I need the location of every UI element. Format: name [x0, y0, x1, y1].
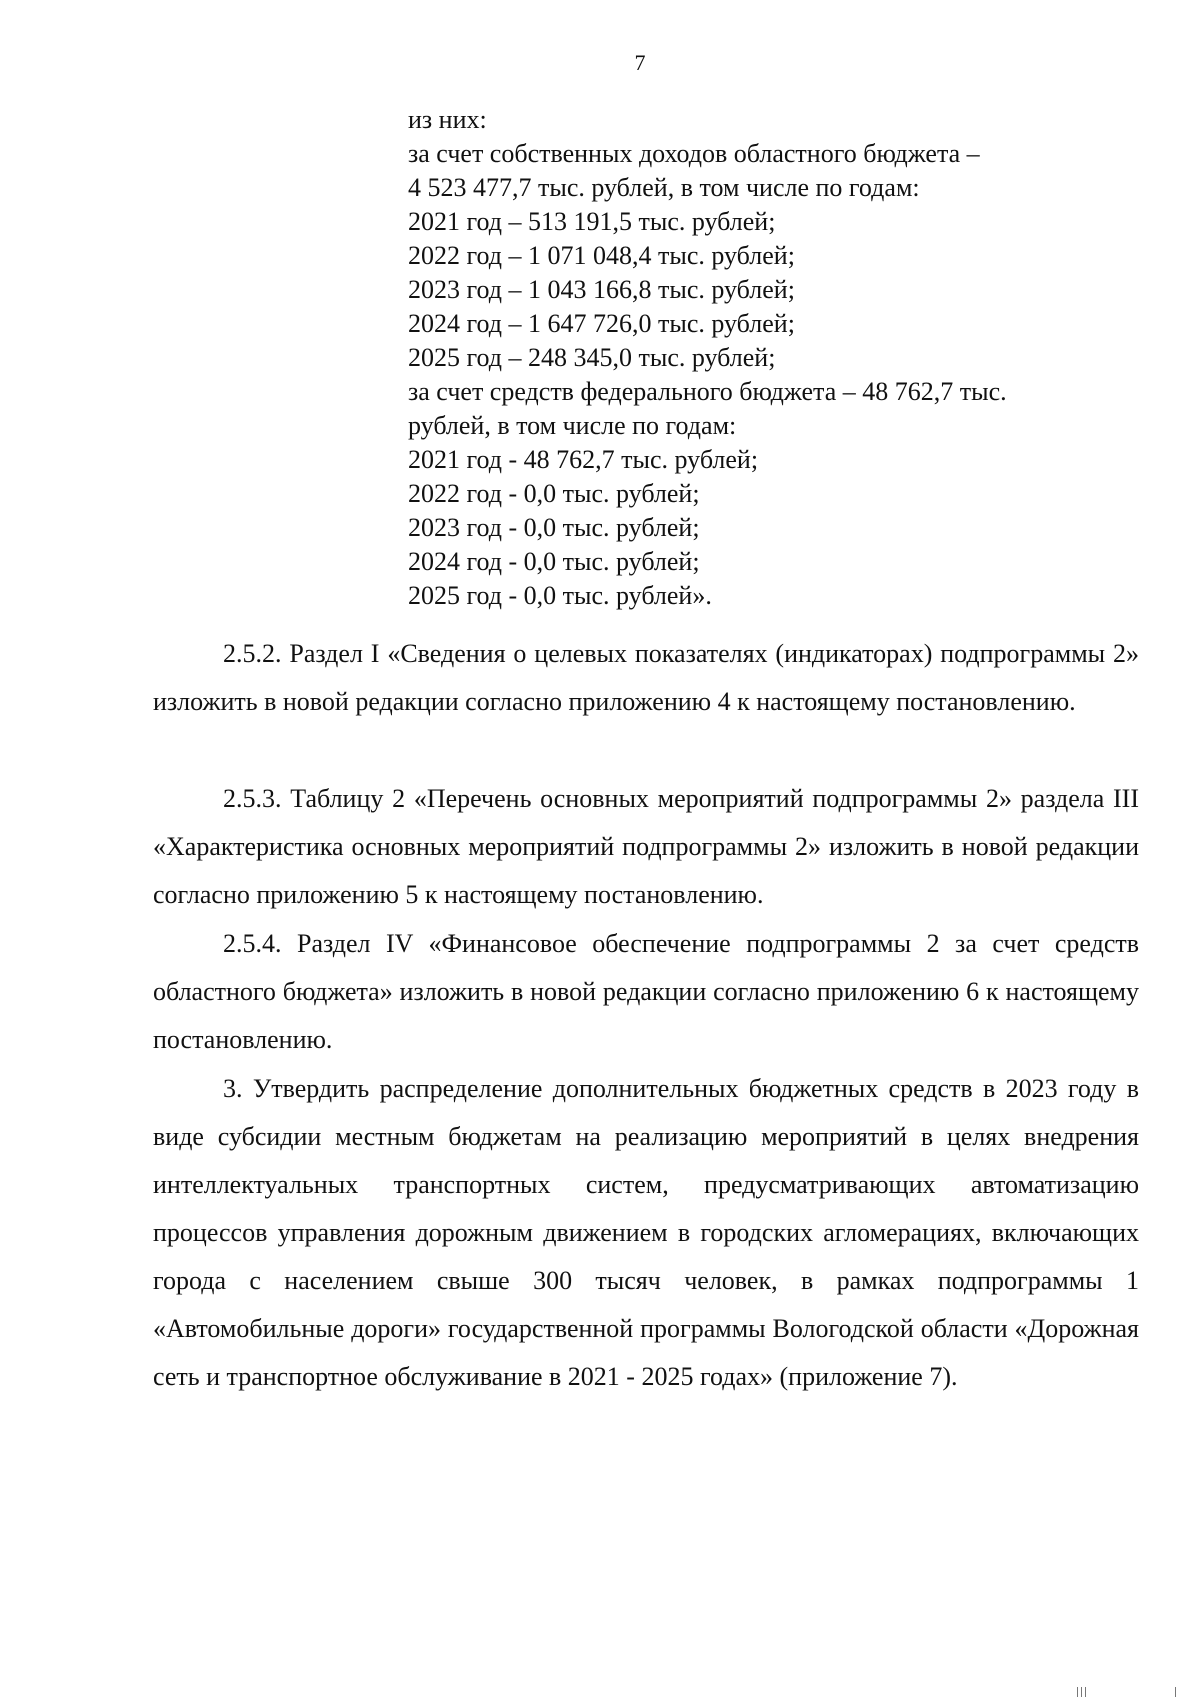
paragraph-3: 3. Утвердить распределение дополнительных бюджетных средств в 2023 году в виде субсидии местным бюджетам на реализацию мероприятий в целях внедрения интеллектуальных транспортных систем, предусматривающих автоматизацию процессов управления дорожным движением в городских агломерациях, включающих города с населением свыше 300 тысяч человек, в рамках подпрограммы 1 «Автомобильные дороги» государственной программы Вологодской области «Дорожная сеть и транспортное обслуживание в 2021 - 2025 годах» (приложение 7). — [153, 1074, 1139, 1391]
paragraph-2-5-4: 2.5.4. Раздел IV «Финансовое обеспечение подпрограммы 2 за счет средств областного бюджета» изложить в новой редакции согласно приложению 6 к настоящему постановлению. — [153, 929, 1139, 1054]
funding-line: рублей, в том числе по годам: — [408, 411, 737, 440]
page-number: 7 — [634, 50, 646, 75]
funding-line: 2025 год - 0,0 тыс. рублей». — [408, 581, 712, 610]
scan-mark — [1085, 1687, 1086, 1697]
funding-line: 2022 год – 1 071 048,4 тыс. рублей; — [408, 241, 795, 270]
funding-line: 2021 год – 513 191,5 тыс. рублей; — [408, 207, 776, 236]
funding-line: 2022 год - 0,0 тыс. рублей; — [408, 479, 700, 508]
funding-line: 2025 год – 248 345,0 тыс. рублей; — [408, 343, 776, 372]
funding-line: 4 523 477,7 тыс. рублей, в том числе по годам: — [408, 173, 920, 202]
scan-mark — [1175, 1687, 1176, 1697]
funding-line: за счет собственных доходов областного бюджета – — [408, 139, 980, 168]
scan-mark — [1081, 1687, 1082, 1697]
funding-line: за счет средств федерального бюджета – 48 762,7 тыс. — [408, 377, 1007, 406]
paragraph-2-5-2: 2.5.2. Раздел I «Сведения о целевых показателях (индикаторах) подпрограммы 2» изложить в новой редакции согласно приложению 4 к настоящему постановлению. — [153, 639, 1139, 716]
funding-line: из них: — [408, 105, 487, 134]
paragraph-2-5-3: 2.5.3. Таблицу 2 «Перечень основных мероприятий подпрограммы 2» раздела III «Характеристика основных мероприятий подпрограммы 2» изложить в новой редакции согласно приложению 5 к настоящему постановлению. — [153, 784, 1139, 909]
funding-line: 2024 год - 0,0 тыс. рублей; — [408, 547, 700, 576]
funding-breakdown — [408, 103, 1108, 613]
funding-line: 2023 год - 0,0 тыс. рублей; — [408, 513, 700, 542]
funding-line: 2024 год – 1 647 726,0 тыс. рублей; — [408, 309, 795, 338]
funding-line: 2021 год - 48 762,7 тыс. рублей; — [408, 445, 759, 474]
funding-line: 2023 год – 1 043 166,8 тыс. рублей; — [408, 275, 795, 304]
scan-mark — [1077, 1687, 1078, 1697]
